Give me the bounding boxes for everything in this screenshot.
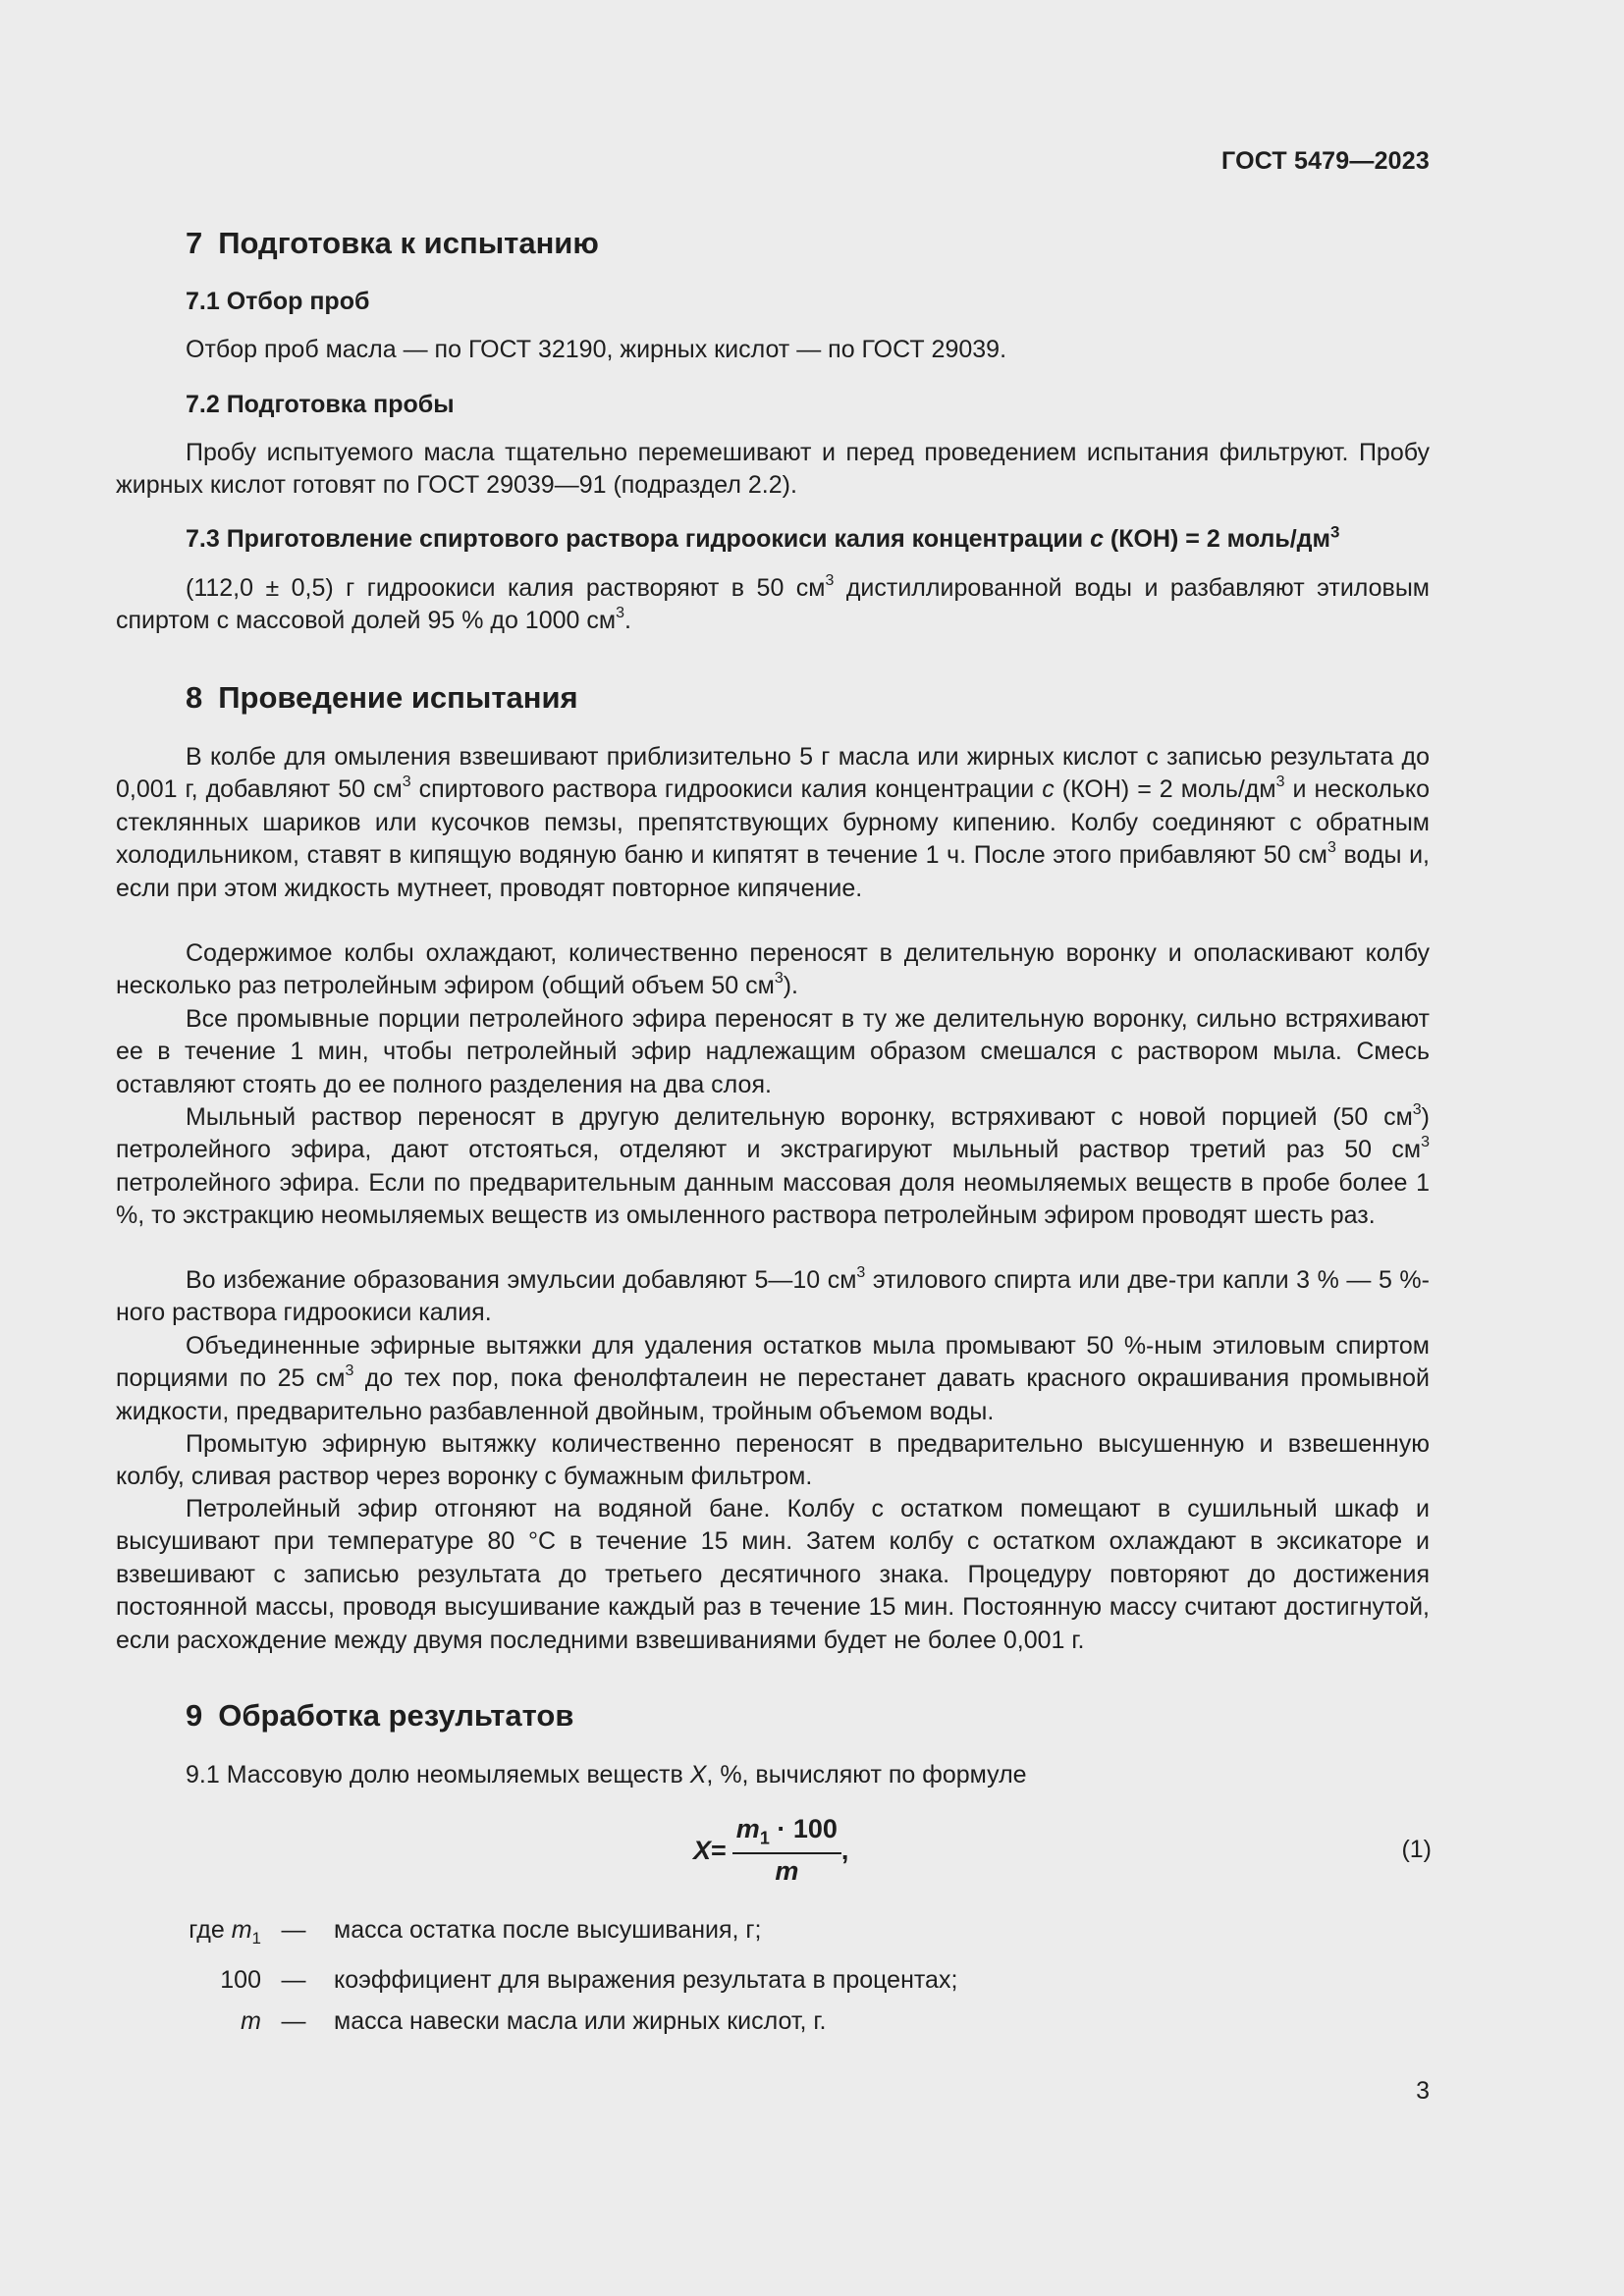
formula: [693, 1814, 848, 1887]
definition-dash: —: [281, 1916, 306, 1944]
superscript: 3: [1326, 838, 1336, 856]
definition-symbol: [116, 2001, 261, 2042]
text-part: Мыльный раствор переносят в другую делительную воронку, встряхивают с новой порцией (50 см: [186, 1103, 1413, 1131]
subsection-7-3-heading: [186, 522, 1340, 554]
numerator-subscript: 1: [759, 1828, 770, 1848]
formula-comma: ,: [840, 1835, 849, 1865]
section-8-paragraph-3: Все промывные порции петролейного эфира переносят в ту же делительную воронку, сильно встряхивают ее в течение 1 мин, чтобы петролейный эфир надлежащим образом смешался с раствором мыла. Смесь оставляют стоять до ее полного разделения на два слоя.: [116, 1005, 1430, 1098]
subsection-7-2-text: Пробу испытуемого масла тщательно перемешивают и перед проведением испытания фильтруют. Пробу жирных кислот готовят по ГОСТ 29039—91 (подраздел 2.2).: [116, 439, 1430, 500]
formula-fraction: [732, 1814, 841, 1887]
superscript: 3: [825, 571, 835, 589]
text-part: Содержимое колбы охлаждают, количественно переносят в делительную воронку и ополаскивают колбу несколько раз петролейным эфиром (общий объем 50 см: [116, 939, 1430, 1000]
section-9-heading: [186, 1698, 573, 1734]
superscript: 3: [856, 1263, 866, 1281]
section-number: 8: [186, 680, 203, 715]
text-part: ) петролейного эфира, дают отстояться, отделяют и экстрагируют мыльный раствор третий раз 50 см: [116, 1103, 1430, 1164]
section-title: Обработка результатов: [218, 1698, 574, 1733]
formula-lhs: X: [693, 1835, 712, 1865]
superscript: 3: [1330, 522, 1340, 542]
superscript: 3: [402, 774, 411, 791]
section-8-heading: [186, 680, 578, 716]
superscript: 3: [345, 1362, 354, 1380]
subsection-7-2-heading: 7.2 Подготовка пробы: [186, 391, 455, 418]
definition-dash: —: [281, 2007, 306, 2035]
text-part: , %, вычисляют по формуле: [706, 1761, 1027, 1789]
definition-dash: —: [281, 1966, 306, 1994]
text-part: ).: [783, 972, 798, 1000]
text-part: Объединенные эфирные вытяжки для удаления остатков мыла промывают 50 %-ным этиловым спиртом порциями по 25 см: [116, 1332, 1430, 1393]
symbol: c: [1042, 775, 1055, 804]
heading-symbol: c: [1090, 525, 1104, 553]
text-part: и несколько стеклянных шариков или кусочков пемзы, препятствующих бурному кипению. Колбу соединяют с обратным холодильником, ставят в кипящую водяную баню и кипятят в течение 1 ч. После этого прибавляют 50 см: [116, 775, 1430, 870]
symbol-main: [231, 1916, 261, 1948]
section-8-paragraph-8: Петролейный эфир отгоняют на водяной бане. Колбу с остатком помещают в сушильный шкаф и высушивают при температуре 80 °С в течение 15 мин. Затем колбу с остатком охлаждают в эксикаторе и взвешивают с записью результата до третьего десятичного знака. Процедуру повторяют до достижения постоянной массы, проводя высушивание каждый раз в течение 15 мин. Постоянную массу считают достигнутой, если расхождение между двумя последними взвешиваниями будет не более 0,001 г.: [116, 1495, 1430, 1654]
section-8-paragraph-5: [116, 1264, 1430, 1330]
text-part: Во избежание образования эмульсии добавляют 5—10 см: [186, 1266, 857, 1294]
symbol-subscript: 1: [251, 1929, 261, 1948]
definition-symbol: 100: [220, 1966, 261, 1994]
text-part: 9.1 Массовую долю неомыляемых веществ: [186, 1761, 690, 1789]
section-8-paragraph-6: [116, 1330, 1430, 1428]
section-number: 9: [186, 1698, 203, 1733]
definition-text: масса остатка после высушивания, г;: [334, 1916, 762, 1944]
section-8-paragraph-4: [116, 1101, 1430, 1233]
symbol: X: [689, 1761, 707, 1789]
symbol-letter: m: [241, 2007, 261, 2035]
text-part: В колбе для омыления взвешивают приблизительно 5 г масла или жирных кислот с записью результата до 0,001 г, добавляют 50 см: [116, 743, 1430, 804]
section-8-paragraph-2: [116, 937, 1430, 1003]
symbol-letter: m: [231, 1916, 252, 1944]
definition-row: [116, 1959, 957, 2001]
definition-row: [116, 2001, 957, 2042]
superscript: 3: [1412, 1100, 1422, 1118]
section-8-paragraph-1: [116, 741, 1430, 905]
section-title: Подготовка к испытанию: [218, 226, 599, 260]
text-part: этилового спирта или две-три капли 3 % — 5 %-ного раствора гидроокиси калия.: [116, 1266, 1430, 1327]
document-code: ГОСТ 5479—2023: [1221, 147, 1430, 175]
section-number: 7: [186, 226, 203, 260]
superscript: 3: [616, 605, 624, 622]
subsection-7-3-text: [116, 572, 1430, 638]
numerator-rest: · 100: [769, 1814, 838, 1843]
section-8-paragraph-7: Промытую эфирную вытяжку количественно переносят в предварительно высушенную и взвешенную колбу, сливая раствор через воронку с бумажным фильтром.: [116, 1430, 1430, 1491]
superscript: 3: [1275, 774, 1285, 791]
subsection-7-1-text: Отбор проб масла — по ГОСТ 32190, жирных кислот — по ГОСТ 29039.: [186, 336, 1007, 363]
heading-part: (КОН) = 2 моль/дм: [1103, 525, 1331, 553]
formula-denominator: m: [775, 1856, 799, 1887]
definition-text: коэффициент для выражения результата в процентах;: [334, 1966, 958, 1994]
text-part: (КОН) = 2 моль/дм: [1054, 775, 1276, 804]
symbol-prefix: где: [189, 1916, 232, 1944]
text-part: до тех пор, пока фенолфталеин не перестанет давать красного окрашивания промывной жидкости, предварительно разбавленной двойным, тройным объемом воды.: [116, 1364, 1431, 1425]
definition-symbol: [116, 1909, 261, 1959]
numerator-symbol: m: [735, 1814, 760, 1843]
variable-definitions: [116, 1909, 957, 2042]
text-part: дистиллированной воды и разбавляют этиловым спиртом с массовой долей 95 % до 1000 см: [116, 574, 1430, 635]
superscript: 3: [774, 970, 784, 988]
text-part: петролейного эфира. Если по предварительным данным массовая доля неомыляемых веществ в пробе более 1 %, то экстракцию неомыляемых веществ из омыленного раствора петролейным эфиром проводят шесть раз.: [116, 1168, 1430, 1230]
definition-row: [116, 1909, 957, 1959]
text-part: воды и, если при этом жидкость мутнеет, проводят повторное кипячение.: [116, 841, 1430, 902]
section-7-heading: [186, 226, 599, 261]
page-number: 3: [1416, 2077, 1430, 2105]
definition-text: масса навески масла или жирных кислот, г.: [334, 2007, 827, 2035]
text-part: спиртового раствора гидроокиси калия концентрации: [410, 775, 1043, 804]
superscript: 3: [1421, 1134, 1430, 1151]
subsection-7-1-heading: 7.1 Отбор проб: [186, 288, 370, 315]
section-9-1-text: [186, 1759, 1462, 1791]
section-title: Проведение испытания: [218, 680, 578, 715]
formula-equals: =: [711, 1835, 727, 1865]
heading-part: 7.3 Приготовление спиртового раствора гидроокиси калия концентрации: [186, 525, 1091, 553]
formula-number: (1): [1401, 1836, 1432, 1863]
text-part: (112,0 ± 0,5) г гидроокиси калия растворяют в 50 см: [186, 574, 826, 602]
text-part: .: [623, 607, 631, 635]
formula-numerator: [732, 1814, 841, 1854]
